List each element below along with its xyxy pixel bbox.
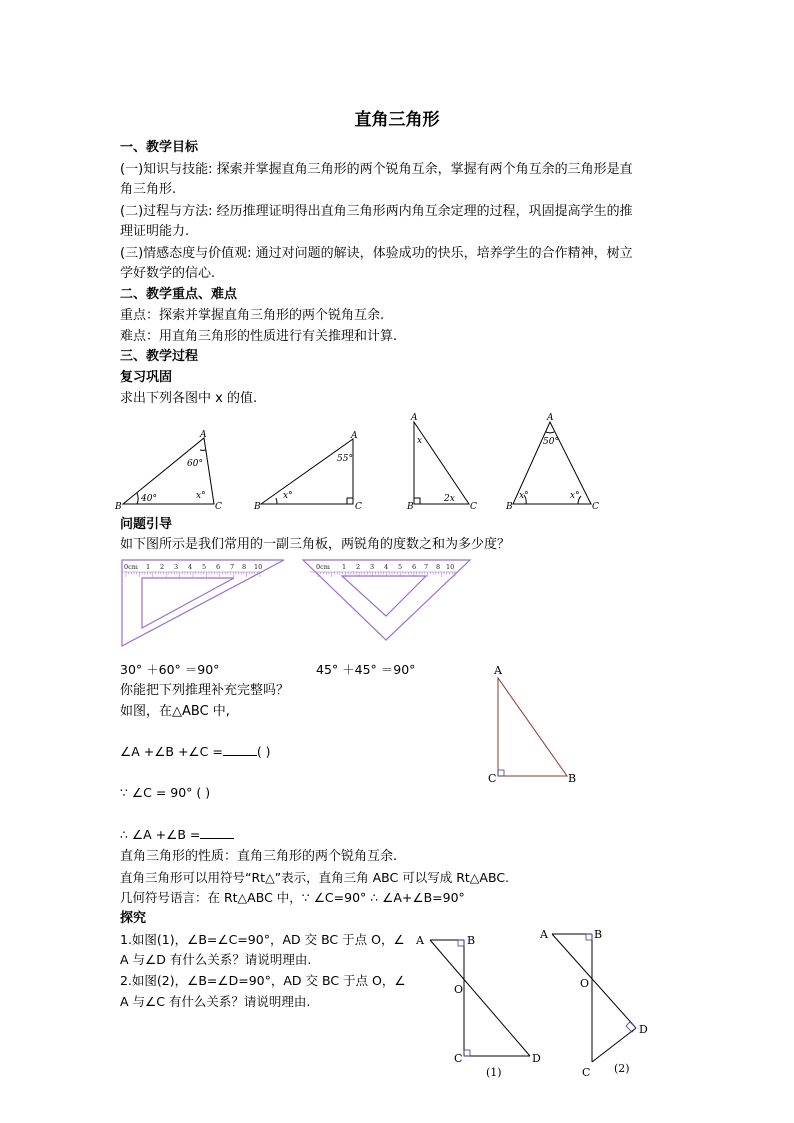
fig1-label-d: D	[532, 1052, 541, 1065]
reasoning-intro: 如图，在△ABC 中,	[120, 704, 230, 719]
abc-triangle-figure	[488, 660, 583, 785]
t2-angle-b: x°	[283, 491, 293, 501]
t3-angle-a: x	[417, 436, 423, 446]
process-heading: 三、教学过程	[120, 349, 199, 364]
t2-angle-a: 55°	[337, 454, 353, 464]
goals-heading: 一、教学目标	[120, 140, 199, 155]
fig2-caption: (2)	[614, 1062, 630, 1075]
explore2-line2: A 与∠C 有什么关系？请说明理由.	[120, 994, 311, 1009]
label-a: A	[494, 664, 502, 677]
fig2-label-a: A	[540, 928, 548, 941]
fig2-label-o: O	[580, 977, 590, 990]
review-heading: 复习巩固	[120, 370, 173, 385]
t1-angle-b: 40°	[141, 494, 157, 504]
t4-angle-a: 50°	[543, 437, 559, 447]
ruler-label: 3	[174, 563, 179, 571]
t1-label-c: C	[215, 502, 222, 512]
explore-heading: 探究	[120, 911, 147, 926]
ruler-label: 6	[412, 563, 417, 571]
question-prompt: 如下图所示是我们常用的一副三角板，两锐角的度数之和为多少度？	[120, 537, 511, 552]
set-square-inner	[142, 578, 234, 628]
t4-label-a: A	[547, 413, 554, 423]
ruler-label: 2	[160, 563, 165, 571]
label-b: B	[568, 772, 577, 785]
right-angle-mark	[414, 498, 420, 504]
t1-angle-a: 60°	[187, 459, 203, 469]
t3-label-a: A	[411, 413, 418, 423]
t3-label-c: C	[470, 502, 477, 512]
t4-label-b: B	[506, 502, 513, 512]
equation-30-60: 30° ＋60° ＝90°	[120, 662, 220, 677]
ruler-label: 4	[384, 563, 389, 571]
ruler-label: 4	[188, 563, 193, 571]
ruler-ticks	[126, 572, 260, 577]
review-triangles-figure	[115, 410, 615, 515]
notation-text: 直角三角形可以用符号“Rt△”表示，直角三角 ABC 可以写成 Rt△ABC.	[120, 870, 510, 885]
reasoning-step1	[120, 742, 271, 762]
t1-angle-c: x°	[196, 491, 206, 501]
ruler-label: 5	[202, 563, 207, 571]
answer-blank[interactable]	[223, 743, 257, 756]
ruler-label: 1	[342, 563, 347, 571]
key-point: 重点：探索并掌握直角三角形的两个锐角互余.	[120, 308, 385, 323]
ruler-label: 10	[446, 563, 455, 571]
key-heading: 二、教学重点、难点	[120, 287, 238, 302]
property-text: 直角三角形的性质：直角三角形的两个锐角互余.	[120, 849, 398, 864]
reasoning-step2: ∵ ∠C = 90° ( )	[120, 785, 211, 800]
ruler-label: 0cm	[124, 563, 138, 571]
ruler-label: 6	[216, 563, 221, 571]
equation-45-45: 45° ＋45° ＝90°	[316, 662, 416, 677]
set-squares-figure	[120, 558, 470, 648]
goal1-line1: (一)知识与技能: 探索并掌握直角三角形的两个锐角互余，掌握有两个角互余的三角形是直	[120, 162, 633, 177]
question-heading: 问题引导	[120, 517, 173, 532]
t1-label-a: A	[200, 430, 207, 440]
fig1-caption: (1)	[486, 1066, 502, 1079]
goal2-line1: (二)过程与方法: 经历推理证明得出直角三角形两内角互余定理的过程，巩固提高学生的推	[120, 204, 633, 219]
figure-2	[538, 922, 658, 1082]
reasoning-step3-text: ∴ ∠A +∠B =	[120, 827, 201, 842]
ruler-label: 7	[424, 563, 429, 571]
label-c: C	[488, 772, 497, 785]
goal1-line2: 角三角形.	[120, 182, 177, 197]
page-title: 直角三角形	[354, 110, 440, 130]
t2-label-c: C	[355, 502, 362, 512]
ruler-label: 5	[398, 563, 403, 571]
ruler-label: 7	[230, 563, 235, 571]
t3-angle-c: 2x	[444, 494, 455, 504]
ruler-label: 8	[436, 563, 441, 571]
explore2-line1: 2.如图(2)，∠B=∠D=90°，AD 交 BC 于点 O，∠	[120, 973, 406, 988]
t2-label-b: B	[254, 502, 261, 512]
explore1-line2: A 与∠D 有什么关系？请说明理由.	[120, 952, 312, 967]
reasoning-step3	[120, 825, 234, 845]
ruler-label: 3	[370, 563, 375, 571]
goal3-line2: 学好数学的信心.	[120, 266, 216, 281]
reasoning-step1-reason: ( )	[256, 744, 271, 759]
t4-label-c: C	[592, 502, 599, 512]
right-angle-mark	[347, 498, 353, 504]
ruler-label: 8	[242, 563, 247, 571]
fig1-label-a: A	[416, 934, 424, 947]
goal3-line1: (三)情感态度与价值观: 通过对问题的解诀，体验成功的快乐，培养学生的合作精神，树立	[120, 246, 633, 261]
right-angle-mark	[498, 770, 504, 776]
ruler-label: 10	[254, 563, 263, 571]
ruler-ticks	[318, 572, 455, 577]
goal2-line2: 理证明能力.	[120, 224, 190, 239]
symbolic-text: 几何符号语言：在 Rt△ABC 中，∵ ∠C=90° ∴ ∠A+∠B=90°	[120, 890, 465, 905]
t4-angle-b: x°	[519, 491, 529, 501]
review-prompt: 求出下列各图中 x 的值.	[120, 391, 258, 406]
difficulty: 难点：用直角三角形的性质进行有关推理和计算.	[120, 329, 398, 344]
t1-label-b: B	[115, 502, 122, 512]
ruler-label: 1	[146, 563, 151, 571]
triangle-3	[414, 422, 469, 504]
fig1-label-b: B	[467, 934, 476, 947]
fig2-label-c: C	[582, 1066, 591, 1079]
t4-angle-c: x°	[570, 491, 580, 501]
explore1-line1: 1.如图(1)，∠B=∠C=90°，AD 交 BC 于点 O，∠	[120, 932, 405, 947]
fig1-label-c: C	[454, 1052, 463, 1065]
ruler-label: 0cm	[316, 563, 330, 571]
set-square-30-60	[122, 560, 284, 646]
abc-triangle	[498, 678, 567, 776]
figure-1	[412, 930, 552, 1080]
answer-blank[interactable]	[200, 826, 234, 839]
t2-label-a: A	[351, 431, 358, 441]
triangle-2	[261, 439, 353, 504]
ruler-label: 2	[356, 563, 361, 571]
fig2-label-d: D	[639, 1023, 648, 1036]
t3-label-b: B	[407, 502, 414, 512]
reasoning-step1-text: ∠A +∠B +∠C =	[120, 744, 223, 759]
fig2-label-b: B	[594, 928, 603, 941]
fig1-label-o: O	[454, 983, 464, 996]
reasoning-prompt: 你能把下列推理补充完整吗？	[120, 683, 290, 698]
